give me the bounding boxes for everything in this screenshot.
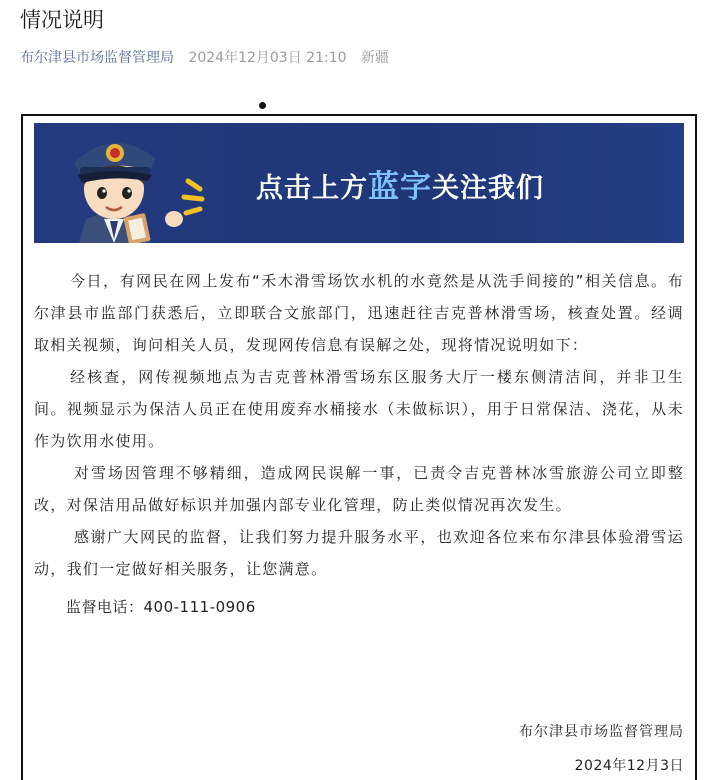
signature-org: 布尔津县市场监督管理局 (519, 724, 684, 740)
signature-date: 2024年12月3日 (574, 758, 684, 774)
article-meta (20, 48, 389, 68)
slogan-part-1: 点击上方 (256, 173, 368, 204)
paragraph-rectification: 对雪场因管理不够精细，造成网民误解一事，已责令吉克普林冰雪旅游公司立即整改，对保洁用品做好标识并加强内部专业化管理，防止类似情况再次发生。 (34, 464, 684, 514)
publish-region: 新疆 (360, 50, 389, 66)
publish-time: 2024年12月03日 21:10 (188, 50, 347, 66)
paragraph-thanks: 感谢广大网民的监督，让我们努力提升服务水平，也欢迎各位来布尔津县体验滑雪运动，我们一定做好相关服务，让您满意。 (34, 528, 684, 578)
hotline-text: 监督电话：400-111-0906 (66, 598, 256, 616)
slogan-part-2: 关注我们 (432, 173, 544, 204)
follow-banner[interactable] (34, 123, 684, 243)
article-title: 情况说明 (20, 8, 104, 32)
account-name-link[interactable]: 布尔津县市场监督管理局 (20, 50, 174, 66)
paragraph-findings: 经核查，网传视频地点为吉克普林滑雪场东区服务大厅一楼东侧清洁间，并非卫生间。视频显示为保洁人员正在使用废弃水桶接水（未做标识），用于日常保洁、浇花，从未作为饮用水使用。 (34, 368, 684, 450)
banner-slogan (256, 167, 544, 207)
bullet-dot (259, 102, 266, 109)
article-body (34, 265, 684, 623)
police-mascot-icon (34, 123, 254, 243)
slogan-highlight: 蓝字 (368, 169, 432, 205)
paragraph-intro: 今日，有网民在网上发布“禾木滑雪场饮水机的水竟然是从洗手间接的”相关信息。布尔津县市监部门获悉后，立即联合文旅部门，迅速赶往吉克普林滑雪场，核查处置。经调取相关视频，询问相关人员，发现网传信息有误解之处，现将情况说明如下： (34, 272, 684, 354)
